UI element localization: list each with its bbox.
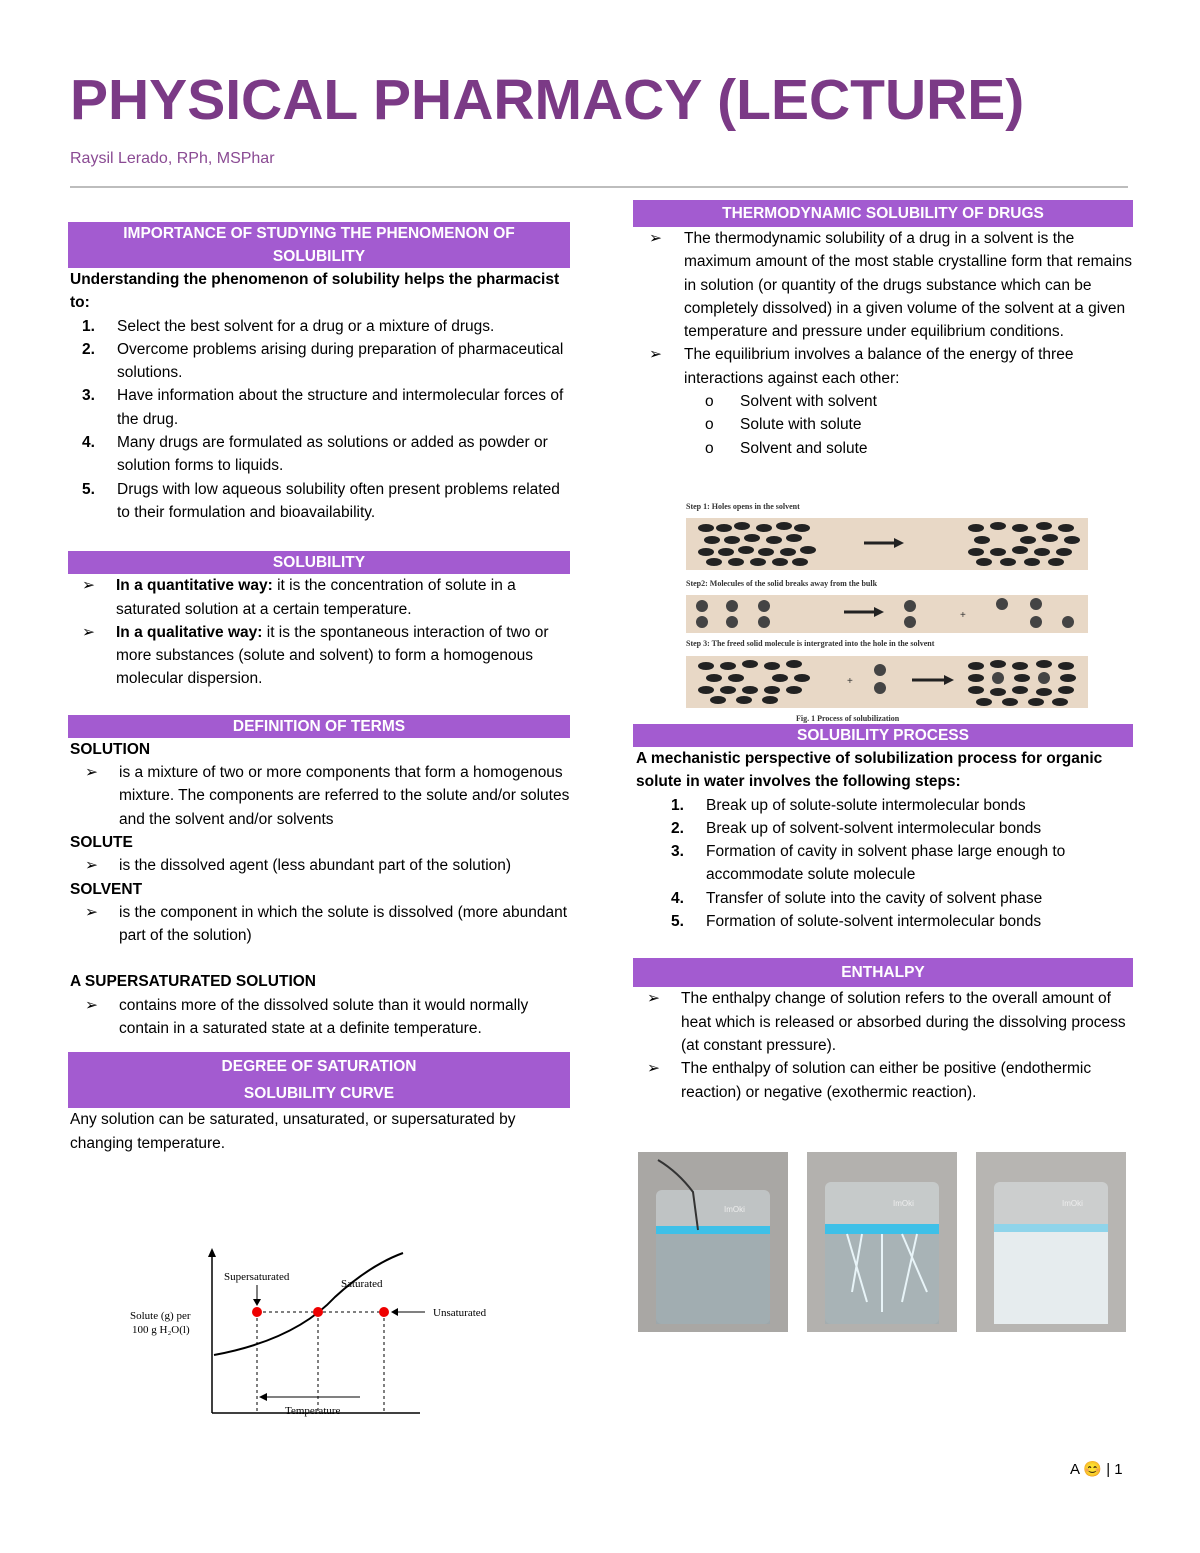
list-text	[116, 621, 570, 691]
list-item	[68, 901, 570, 948]
solubility-header: SOLUBILITY	[68, 551, 570, 574]
thermo-header: THERMODYNAMIC SOLUBILITY OF DRUGS	[633, 200, 1133, 227]
label-supersaturated: Supersaturated	[224, 1271, 290, 1283]
term: In a quantitative way:	[116, 577, 273, 595]
author-line: Raysil Lerado, RPh, MSPhar	[70, 150, 275, 167]
header-divider	[70, 186, 1128, 188]
solubility-curve-figure	[125, 1245, 505, 1420]
arrow-bullet-icon: ➢	[85, 764, 98, 782]
list-item	[633, 817, 1133, 840]
step2-panel	[686, 595, 1088, 633]
list-text: Transfer of solute into the cavity of solvent phase	[706, 889, 1043, 907]
arrow-bullet-icon: ➢	[85, 903, 98, 921]
y-axis-label-1: Solute (g) per	[130, 1310, 191, 1322]
figure-caption: Fig. 1 Process of solubilization	[796, 714, 900, 723]
term-solute: SOLUTE	[70, 833, 133, 851]
arrow-bullet-icon: ➢	[82, 577, 95, 595]
unsaturated-arrowhead	[391, 1308, 398, 1316]
beaker-label: ImOki	[893, 1199, 914, 1208]
list-item	[633, 987, 1133, 1057]
temperature-arrowhead	[259, 1393, 267, 1401]
definition: is the component in which the solute is dissolved (more abundant part of the solution)	[119, 903, 568, 945]
label-unsaturated: Unsaturated	[433, 1307, 487, 1319]
definition: it is the concentration of solute in a saturated solution at a certain temperature.	[116, 577, 516, 618]
arrow-bullet-icon: ➢	[82, 623, 95, 641]
importance-header-line2: SOLUBILITY	[272, 248, 366, 265]
circle-bullet-icon: o	[705, 416, 714, 434]
term-solution: SOLUTION	[70, 740, 151, 758]
list-text: Many drugs are formulated as solutions or added as powder or solution forms to liquids.	[117, 434, 548, 475]
definition: is the dissolved agent (less abundant part of the solution)	[119, 857, 512, 875]
sub-item	[633, 437, 1133, 460]
importance-header-line1: IMPORTANCE OF STUDYING THE PHENOMENON OF	[123, 225, 515, 242]
list-number: 5.	[82, 480, 95, 498]
definition: is a mixture of two or more components that form a homogenous mixture. The components are referred to the solute and/or solutes and the solvent and/or solvents	[119, 764, 570, 828]
list-text: Have information about the structure and intermolecular forces of the drug.	[117, 387, 564, 428]
page-footer: A 😊 | 1	[1070, 1461, 1123, 1478]
sub-item	[633, 390, 1133, 413]
list-number: 3.	[82, 387, 95, 405]
list-text: The enthalpy of solution can either be positive (endothermic reaction) or negative (exothermic reaction).	[681, 1060, 1092, 1101]
list-item	[633, 227, 1133, 343]
list-item	[68, 384, 570, 431]
arrow-bullet-icon: ➢	[647, 990, 660, 1008]
sub-item	[633, 413, 1133, 436]
list-number: 1.	[671, 796, 684, 814]
arrow-bullet-icon: ➢	[85, 857, 98, 875]
sub-text: Solute with solute	[740, 416, 862, 434]
list-item	[68, 574, 570, 621]
list-number: 4.	[82, 434, 95, 452]
list-item	[68, 315, 570, 338]
list-item	[68, 994, 570, 1041]
supersaturated-arrowhead	[253, 1299, 261, 1306]
arrow-bullet-icon: ➢	[647, 1060, 660, 1078]
arrow-bullet-icon: ➢	[649, 346, 662, 364]
process-intro: A mechanistic perspective of solubilization process for organic solute in water involves the following steps:	[636, 750, 1103, 791]
definition: contains more of the dissolved solute than it would normally contain in a saturated state at a definite temperature.	[119, 996, 529, 1038]
list-item	[633, 794, 1133, 817]
list-item	[633, 887, 1133, 910]
page-title: PHYSICAL PHARMACY (LECTURE)	[70, 68, 1025, 132]
circle-bullet-icon: o	[705, 393, 714, 411]
list-item	[68, 431, 570, 478]
beaker-photo-2	[807, 1152, 957, 1332]
importance-intro: Understanding the phenomenon of solubility helps the pharmacist to:	[70, 271, 560, 312]
list-number: 2.	[671, 819, 684, 837]
list-item	[68, 854, 570, 877]
list-item	[68, 761, 570, 831]
process-header: SOLUBILITY PROCESS	[633, 724, 1133, 747]
list-text: Formation of cavity in solvent phase large enough to accommodate solute molecule	[706, 843, 1066, 884]
beaker-photos	[636, 1152, 1128, 1332]
saturation-header-line1: DEGREE OF SATURATION	[221, 1058, 417, 1076]
beaker-label: ImOki	[724, 1205, 745, 1214]
step1-label: Step 1: Holes opens in the solvent	[686, 502, 800, 511]
step3-plus: +	[847, 676, 853, 687]
list-number: 5.	[671, 913, 684, 931]
list-item	[633, 910, 1133, 933]
left-column	[68, 222, 570, 1155]
list-text: The enthalpy change of solution refers to the overall amount of heat which is released or absorbed during the dissolving process (at constant pressure).	[681, 990, 1126, 1054]
step2-plus: +	[960, 610, 966, 621]
y-axis-arrow	[208, 1248, 216, 1257]
solubility-curve-line	[214, 1253, 403, 1355]
definition: it is the spontaneous interaction of two or more substances (solute and solvent) to form a homogenous molecular dispersion.	[116, 623, 549, 688]
saturation-header	[68, 1052, 570, 1108]
list-number: 1.	[82, 317, 95, 335]
thermo-definition: The thermodynamic solubility of a drug in a solvent is the maximum amount of the most stable crystalline form that remains in solution (or quantity of the drugs substance which can be completely dissolved) in a given volume of the solvent at a given temperature and pressure under equilibrium conditions.	[684, 230, 1132, 341]
list-text: Formation of solute-solvent intermolecular bonds	[706, 913, 1042, 931]
unsaturated-point	[379, 1307, 389, 1317]
saturated-point	[313, 1307, 323, 1317]
term-supersaturated: A SUPERSATURATED SOLUTION	[70, 973, 316, 991]
list-item	[68, 478, 570, 525]
arrow-bullet-icon: ➢	[649, 230, 662, 247]
list-number: 4.	[671, 889, 684, 907]
step2-label: Step2: Molecules of the solid breaks away from the bulk	[686, 579, 878, 588]
list-number: 2.	[82, 340, 95, 358]
list-text: Drugs with low aqueous solubility often present problems related to their formulation and bioavailability.	[117, 480, 560, 521]
circle-bullet-icon: o	[705, 439, 714, 457]
list-text: Break up of solvent-solvent intermolecular bonds	[706, 819, 1042, 837]
list-item	[68, 338, 570, 385]
y-axis-label-2: 100 g H₂O(l)	[132, 1324, 190, 1336]
list-text	[116, 574, 570, 621]
beaker-label: ImOki	[1062, 1199, 1083, 1208]
list-text: Overcome problems arising during preparation of pharmaceutical solutions.	[117, 340, 564, 382]
right-column-lower	[633, 724, 1133, 1104]
term-solvent: SOLVENT	[70, 880, 143, 898]
importance-list	[68, 315, 570, 525]
definitions-header: DEFINITION OF TERMS	[68, 715, 570, 738]
list-text: Select the best solvent for a drug or a mixture of drugs.	[117, 317, 495, 335]
list-item	[68, 621, 570, 691]
step3-label: Step 3: The freed solid molecule is intergrated into the hole in the solvent	[686, 639, 935, 648]
sub-text: Solvent and solute	[740, 439, 868, 457]
saturation-header-line2: SOLUBILITY CURVE	[243, 1085, 395, 1103]
saturation-text: Any solution can be saturated, unsaturated, or supersaturated by changing temperature.	[70, 1111, 516, 1152]
right-column	[633, 200, 1133, 460]
list-item	[633, 840, 1133, 887]
label-saturated: Saturated	[341, 1278, 383, 1290]
beaker-photo-3	[976, 1152, 1126, 1332]
list-item	[633, 343, 1133, 390]
solubilization-process-figure	[684, 498, 1090, 724]
importance-header	[68, 222, 570, 268]
list-text: Break up of solute-solute intermolecular bonds	[706, 796, 1026, 814]
list-number: 3.	[671, 843, 684, 861]
arrow-bullet-icon: ➢	[85, 996, 98, 1014]
supersaturated-point	[252, 1307, 262, 1317]
x-axis-label: Temperature	[285, 1405, 341, 1417]
thermo-equilibrium: The equilibrium involves a balance of the energy of three interactions against each other:	[684, 346, 1074, 387]
enthalpy-header: ENTHALPY	[633, 958, 1133, 987]
list-item	[633, 1057, 1133, 1104]
beaker-photo-1	[638, 1152, 788, 1332]
term: In a qualitative way:	[116, 623, 263, 641]
sub-text: Solvent with solvent	[740, 393, 877, 411]
